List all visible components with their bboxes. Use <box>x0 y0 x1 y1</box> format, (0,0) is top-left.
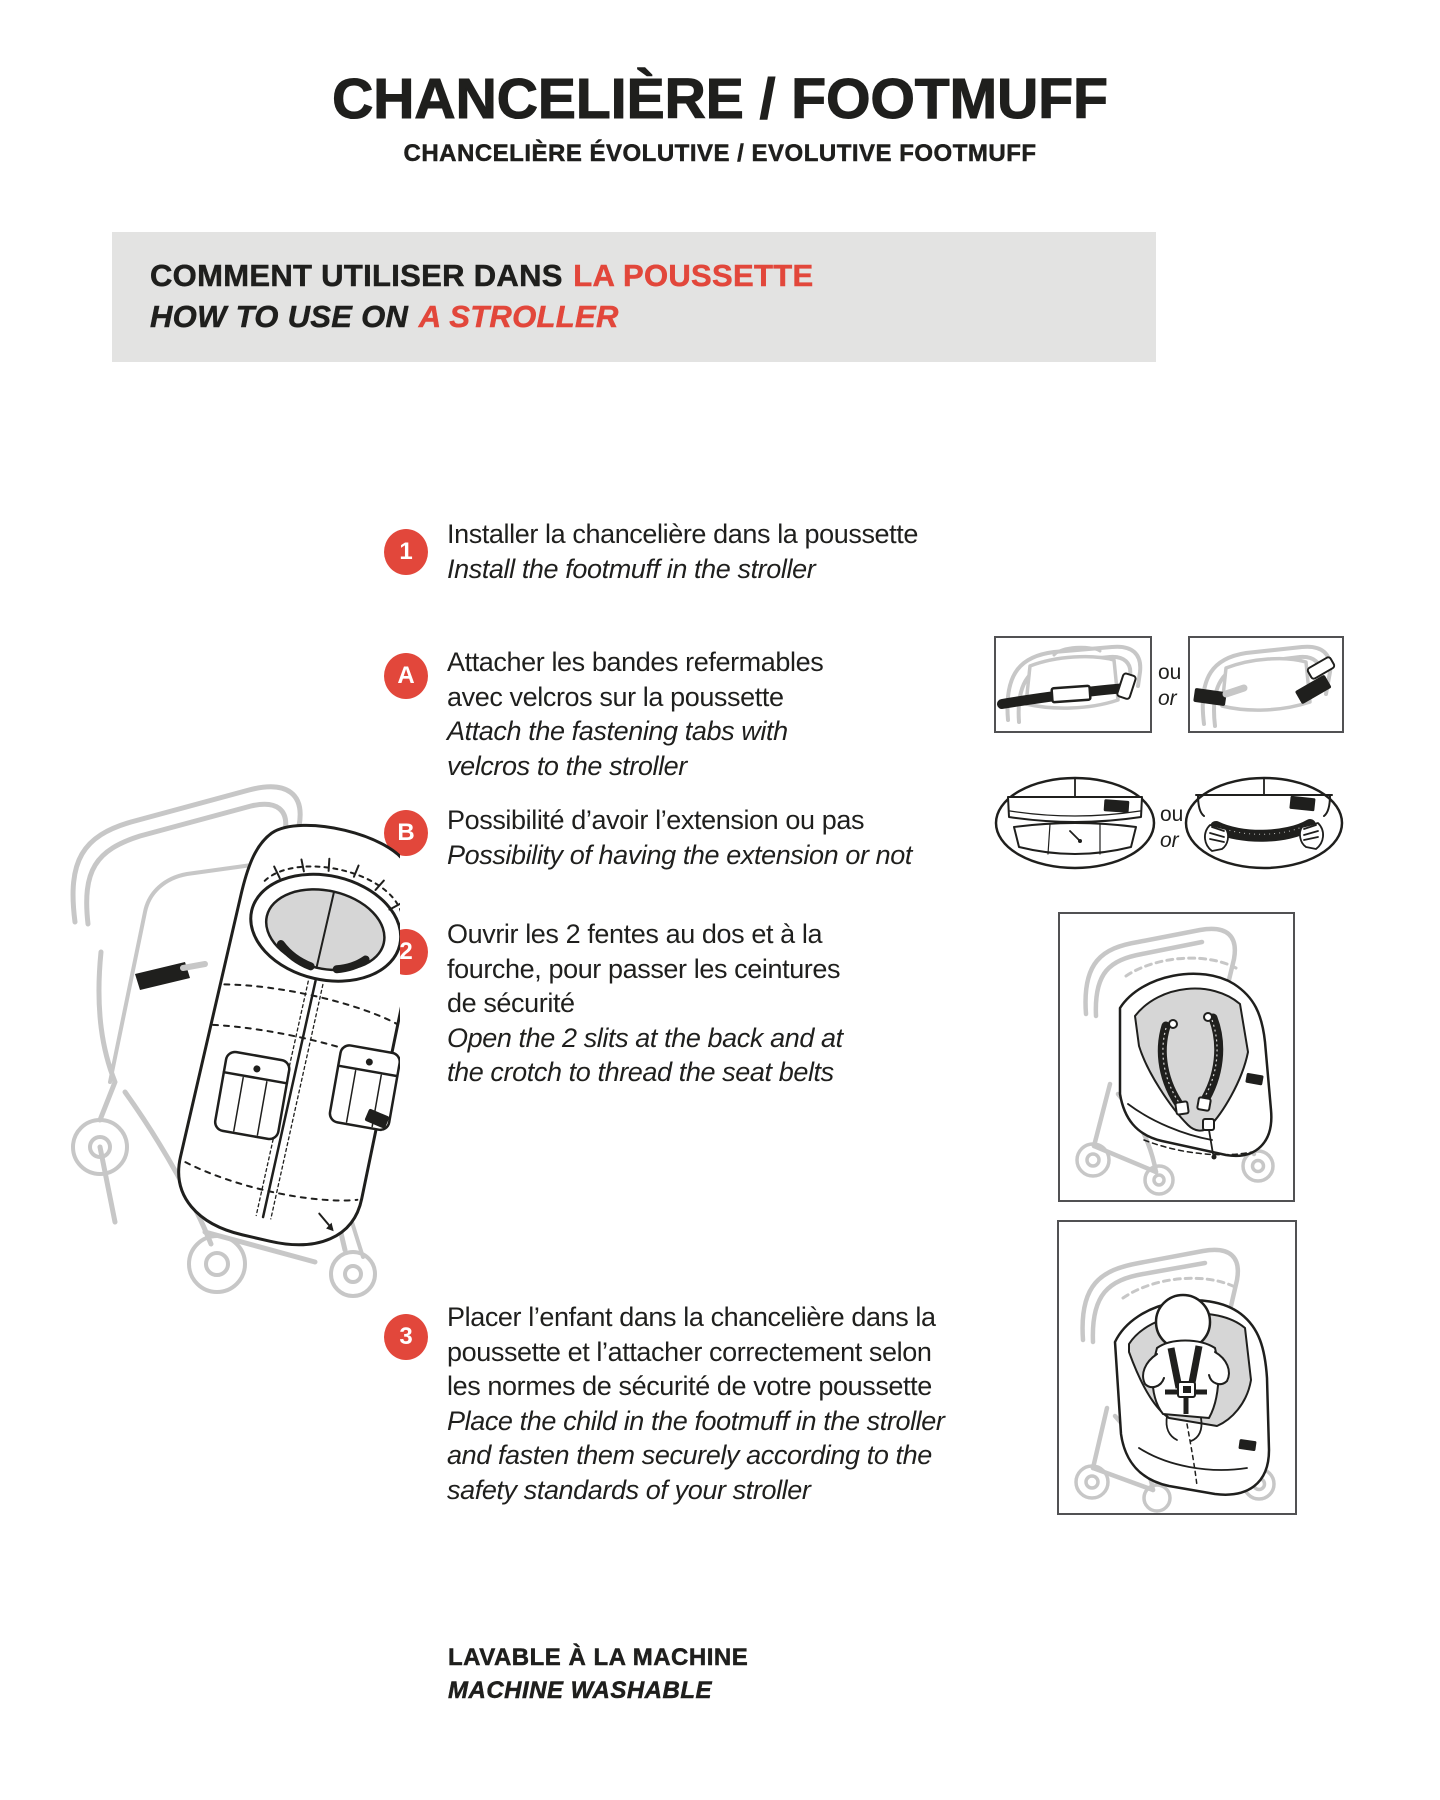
step-3-fr-line: les normes de sécurité de votre poussette <box>447 1371 932 1402</box>
extension-removal-drawing <box>1182 775 1346 871</box>
usage-banner <box>112 232 1156 362</box>
page-title: CHANCELIÈRE / FOOTMUFF <box>332 67 1108 131</box>
step-2-fr-line: fourche, pour passer les ceintures <box>447 953 841 984</box>
step-2-fr-line: de sécurité <box>447 988 575 1019</box>
strap-attach-option-2-image <box>1188 636 1344 733</box>
step-3-fr-line: poussette et l’attacher correctement selon <box>447 1336 932 1367</box>
step-2-fr-line: Ouvrir les 2 fentes au dos et à la <box>447 919 823 949</box>
banner-line-en <box>150 296 813 337</box>
step-3-en-line: Place the child in the footmuff in the stroller <box>447 1405 945 1436</box>
or-label-fr: ou <box>1160 803 1184 826</box>
extension-option-1-image <box>992 775 1158 871</box>
or-divider-a <box>1158 660 1181 712</box>
washing-note-fr: LAVABLE À LA MACHINE <box>448 1644 749 1671</box>
step-3-fr-line: Placer l’enfant dans la chancelière dans la <box>447 1302 936 1332</box>
or-divider-b <box>1160 802 1183 854</box>
footmuff-stroller-drawing <box>55 752 400 1302</box>
step-b-marker: B <box>384 810 428 856</box>
step-2-en-line: the crotch to thread the seat belts <box>447 1057 834 1088</box>
step-a-en-line: velcros to the stroller <box>447 750 687 781</box>
open-footmuff-harness-drawing <box>1060 914 1293 1200</box>
step-1-fr-line: Installer la chancelière dans la poussette <box>447 519 918 549</box>
step-1-marker: 1 <box>384 529 428 575</box>
child-in-footmuff-drawing <box>1059 1222 1295 1513</box>
strap-attach-option-1-image <box>994 636 1152 733</box>
or-label-en: or <box>1158 687 1177 710</box>
banner-fr-highlight: LA POUSSETTE <box>573 258 814 293</box>
step-1-en-line: Install the footmuff in the stroller <box>447 553 816 584</box>
open-slits-illustration <box>1058 912 1295 1202</box>
banner-en-highlight: A STROLLER <box>418 299 619 334</box>
banner-fr-prefix: COMMENT UTILISER DANS <box>150 258 563 293</box>
footmuff-in-stroller-illustration <box>55 752 400 1302</box>
banner-line-fr <box>150 255 813 296</box>
extension-attached-drawing <box>992 775 1158 871</box>
child-placement-illustration <box>1057 1220 1297 1515</box>
step-a-en-line: Attach the fastening tabs with <box>447 716 788 747</box>
straps-on-frame-drawing <box>1190 638 1342 731</box>
step-a-fr-line: Attacher les bandes refermables <box>447 647 824 677</box>
step-b-fr-line: Possibilité d’avoir l’extension ou pas <box>447 805 865 835</box>
step-2-marker: 2 <box>384 929 428 975</box>
strap-over-backrest-drawing <box>996 638 1150 731</box>
step-a-marker: A <box>384 653 428 699</box>
extension-option-2-image <box>1182 775 1346 871</box>
step-3-en-line: and fasten them securely according to the <box>447 1440 932 1471</box>
or-label-fr: ou <box>1158 661 1182 684</box>
or-label-en: or <box>1160 829 1179 852</box>
washing-note <box>448 1641 748 1707</box>
step-b-en-line: Possibility of having the extension or not <box>447 839 912 870</box>
washing-note-en: MACHINE WASHABLE <box>448 1677 712 1704</box>
step-a-fr-line: avec velcros sur la poussette <box>447 681 784 712</box>
step-3-en-line: safety standards of your stroller <box>447 1474 811 1505</box>
banner-en-prefix: HOW TO USE ON <box>150 299 409 334</box>
step-2-en-line: Open the 2 slits at the back and at <box>447 1022 843 1053</box>
step-3-marker: 3 <box>384 1314 428 1360</box>
page-subtitle: CHANCELIÈRE ÉVOLUTIVE / EVOLUTIVE FOOTMUFF <box>403 140 1037 167</box>
